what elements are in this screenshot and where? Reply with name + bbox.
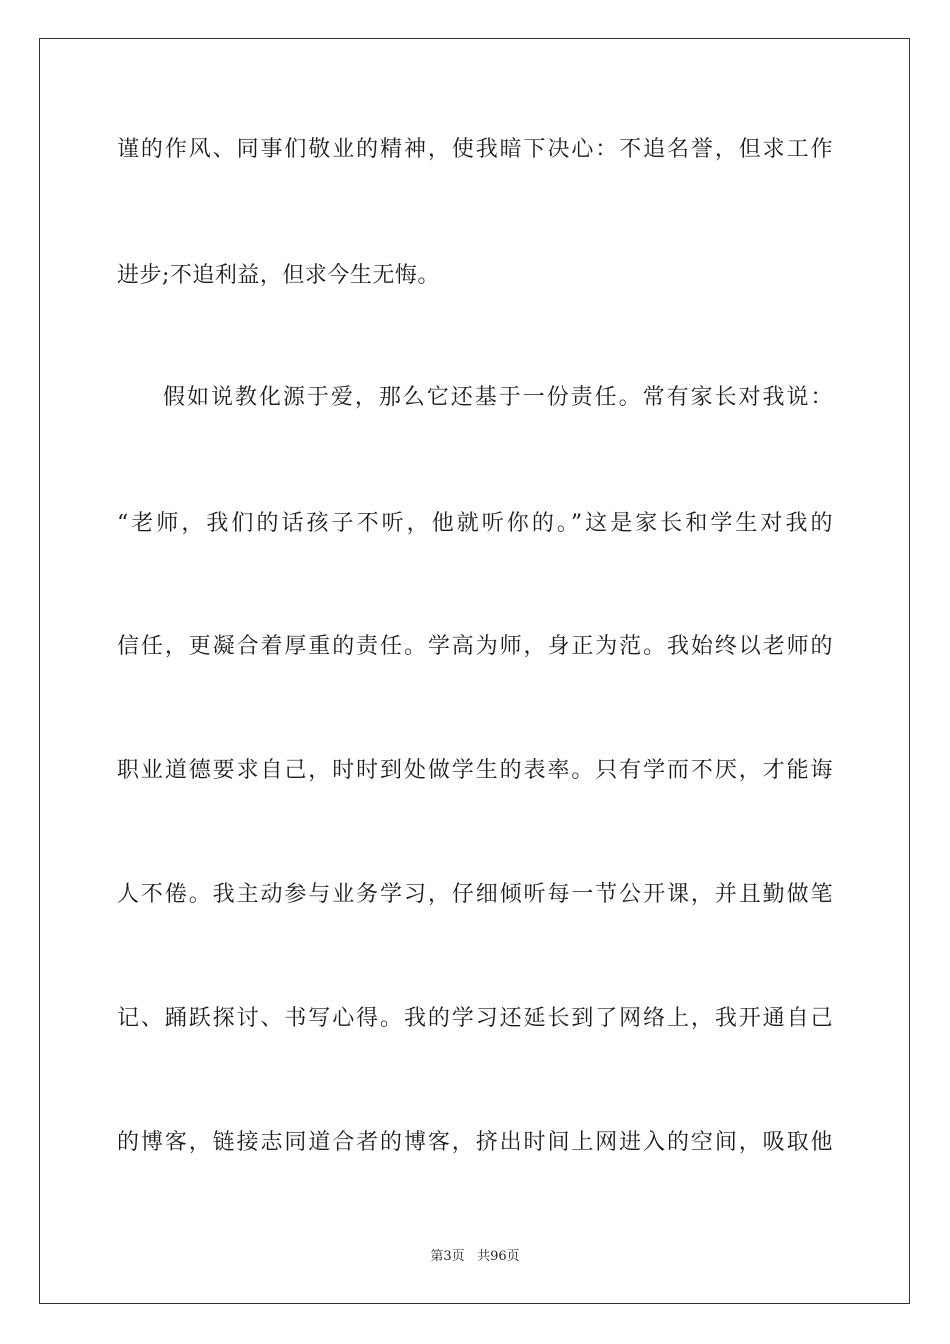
body-text-line-2: 进步;不追利益，但求今生无悔。 (117, 263, 440, 288)
body-text-line-1: 谨的作风、同事们敬业的精神，使我暗下决心：不追名誉，但求工作 (117, 137, 833, 162)
page-total: 共96页 (477, 1249, 520, 1264)
body-text-line-6: 职业道德要求自己，时时到处做学生的表率。只有学而不厌，才能诲 (117, 758, 833, 783)
body-text-line-4: “老师，我们的话孩子不听，他就听你的。”这是家长和学生对我的 (117, 511, 833, 536)
body-text-line-7: 人不倦。我主动参与业务学习，仔细倾听每一节公开课，并且勤做笔 (117, 882, 833, 907)
body-text-line-3: 假如说教化源于爱，那么它还基于一份责任。常有家长对我说： (163, 385, 833, 410)
page-footer (0, 1248, 950, 1266)
body-text-line-9: 的博客，链接志同道合者的博客，挤出时间上网进入的空间，吸取他 (117, 1130, 833, 1155)
body-text-line-5: 信任，更凝合着厚重的责任。学高为师，身正为范。我始终以老师的 (117, 634, 833, 659)
page-number: 第3页 (430, 1249, 465, 1264)
page-border (39, 38, 910, 1304)
body-text-line-8: 记、踊跃探讨、书写心得。我的学习还延长到了网络上，我开通自己 (117, 1006, 833, 1031)
